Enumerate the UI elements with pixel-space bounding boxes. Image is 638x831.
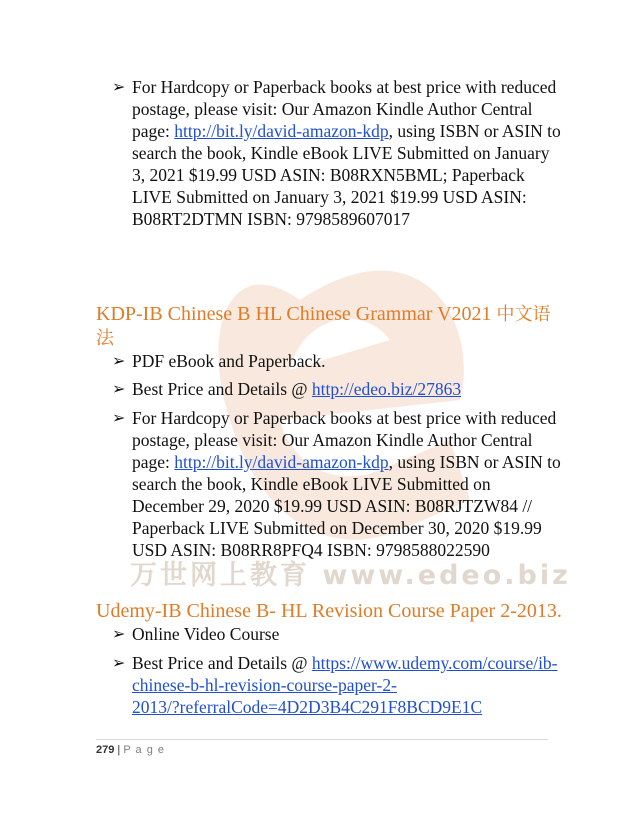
text-line: LIVE Submitted on January 3, 2021 $19.99 USD ASIN: bbox=[132, 187, 527, 207]
text-line: For Hardcopy or Paperback books at best price with reduced bbox=[132, 408, 557, 428]
udemy-link[interactable]: chinese-b-hl-revision-course-paper-2- bbox=[132, 675, 397, 695]
section-heading: Udemy-IB Chinese B- HL Revision Course Paper 2-2013. bbox=[96, 600, 562, 622]
edeo-link[interactable]: http://edeo.biz/27863 bbox=[311, 379, 462, 399]
text-line: 3, 2021 $19.99 USD ASIN: B08RXN5BML; Paperback bbox=[132, 165, 525, 185]
arrow-bullet-icon: ➢ bbox=[112, 379, 126, 398]
document-page: 万世网上教育 www.edeo.biz ➢ For Hardcopy or Paperback books at best price with reduced postage, please visit: Our Amazon Kindle Author Central page: http://bit.ly/david-amazon-kdp, using ISBN or ASIN to search the book, Kindle eBook LIVE Submitted on January 3, 2021 $19.99 USD ASIN: B08RXN5BML; Paperback LIVE Submitted on January 3, 2021 $19.99 USD ASIN: B08RT2DTMN ISBN: 9798589607017 KDP-IB Chinese B HL Chinese Grammar V2021 中文语 法 ➢ PDF eBook and Paperback. ➢ Best Price and Details @ http://edeo.biz/27863 ➢ For Hardcopy or Paperback books at best price with reduced postage, please visit: Our Amazon Kindle Author Central page: http://bit.ly/david-amazon-kdp, using ISBN or ASIN to search the book, Kindle eBook LIVE Submitted on December 29, 2020 $19.99 USD ASIN: B08RJTZW84 // Paperback LIVE Submitted on December 30, 2020 $19.99 USD ASIN: B08RR8PFQ4 ISBN: 9798588022590 Udemy-IB Chinese B- HL Revision Course Paper 2-2013. ➢ Online Video Course ➢ Best Price and Details @ https://www.udemy.com/course/ib- chinese-b-hl-revision-course-paper-2- 2013/?referralCode=4D2D3B4C291F8BCD9E1C 279 | P a g e bbox=[0, 0, 638, 826]
text-line: search the book, Kindle eBook LIVE Submitted on January bbox=[132, 143, 550, 163]
amazon-author-link[interactable]: http://bit.ly/david-amazon-kdp bbox=[174, 121, 389, 141]
arrow-bullet-icon: ➢ bbox=[112, 624, 126, 643]
amazon-author-link[interactable]: http://bit.ly/david-amazon-kdp bbox=[174, 452, 389, 472]
arrow-bullet-icon: ➢ bbox=[112, 653, 126, 672]
text-line: search the book, Kindle eBook LIVE Submitted on bbox=[132, 474, 491, 494]
arrow-bullet-icon: ➢ bbox=[112, 77, 126, 96]
section-heading: KDP-IB Chinese B HL Chinese Grammar V2021 中文语 bbox=[96, 303, 551, 325]
text-line: USD ASIN: B08RR8PFQ4 ISBN: 9798588022590 bbox=[132, 540, 490, 560]
page-number: 279 bbox=[96, 744, 115, 756]
text-line: For Hardcopy or Paperback books at best price with reduced bbox=[132, 77, 557, 97]
watermark-text: 万世网上教育 www.edeo.biz bbox=[130, 560, 571, 591]
arrow-bullet-icon: ➢ bbox=[112, 351, 126, 370]
arrow-bullet-icon: ➢ bbox=[112, 408, 126, 427]
text-line: Online Video Course bbox=[132, 624, 280, 644]
text-line: postage, please visit: Our Amazon Kindle Author Central bbox=[132, 430, 533, 450]
text-line: December 29, 2020 $19.99 USD ASIN: B08RJTZW84 // bbox=[132, 496, 533, 516]
text-line: Paperback LIVE Submitted on December 30, 2020 $19.99 bbox=[132, 518, 542, 538]
text-line: postage, please visit: Our Amazon Kindle Author Central bbox=[132, 99, 533, 119]
text-line: B08RT2DTMN ISBN: 9798589607017 bbox=[132, 209, 410, 229]
udemy-link[interactable]: https://www.udemy.com/course/ib- bbox=[311, 653, 558, 673]
udemy-link[interactable]: 2013/?referralCode=4D2D3B4C291F8BCD9E1C bbox=[132, 697, 483, 717]
section-heading-continued: 法 bbox=[96, 328, 114, 349]
text-line: PDF eBook and Paperback. bbox=[132, 351, 326, 371]
page-label: P a g e bbox=[123, 744, 166, 756]
page-footer: 279 | P a g e bbox=[96, 739, 548, 756]
